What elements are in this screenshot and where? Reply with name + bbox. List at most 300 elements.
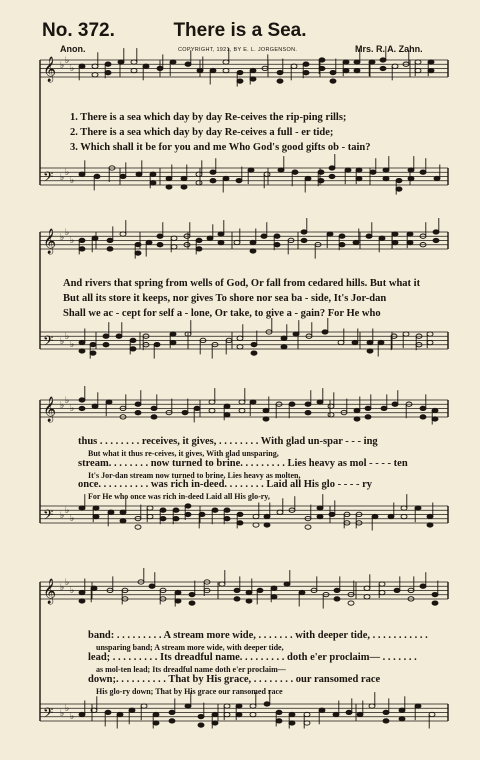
- note-head: [281, 345, 287, 349]
- note-head: [281, 336, 287, 340]
- note-head: [154, 342, 160, 346]
- note-head: [237, 79, 243, 83]
- note-head: [372, 514, 378, 518]
- note-head: [354, 408, 360, 412]
- note-head: [103, 343, 109, 347]
- note-head: [171, 236, 177, 240]
- note-head: [197, 68, 203, 72]
- note-head: [92, 404, 98, 408]
- note-head: [237, 521, 243, 525]
- bass-clef-icon: 𝄢: [43, 333, 54, 352]
- note-head: [185, 704, 191, 708]
- note-head: [210, 179, 216, 183]
- note-head: [207, 236, 213, 240]
- note-head: [399, 708, 405, 712]
- note-head: [181, 176, 187, 180]
- note-head: [150, 172, 156, 176]
- note-head: [338, 340, 344, 344]
- note-head: [328, 413, 334, 417]
- note-head: [253, 514, 259, 518]
- note-head: [383, 168, 389, 172]
- note-head: [153, 712, 159, 716]
- note-head: [301, 230, 307, 234]
- bass-clef-icon: 𝄢: [43, 705, 54, 724]
- note-head: [434, 176, 440, 180]
- note-head: [365, 406, 371, 410]
- note-head: [93, 506, 99, 510]
- flat-icon: ♭: [70, 176, 75, 186]
- note-head: [210, 68, 216, 72]
- flat-icon: ♭: [60, 511, 65, 521]
- note-head: [196, 172, 202, 176]
- note-head: [237, 345, 243, 349]
- note-head: [432, 417, 438, 421]
- note-head: [250, 68, 256, 72]
- note-head: [79, 64, 85, 68]
- note-head: [345, 168, 351, 172]
- note-head: [264, 514, 270, 518]
- chorus-2-line-2: lead; . . . . . . . . . Its dreadful name. . . . . . . . . doth e'er proclaim— . . . . . . .: [88, 652, 417, 663]
- note-head: [250, 400, 256, 404]
- note-head: [135, 411, 141, 415]
- chorus-2-line-2-bass: as mol-ten lead; Its dreadful name doth e'er proclaim—: [96, 665, 286, 674]
- note-head: [79, 406, 85, 410]
- note-head: [79, 712, 85, 716]
- note-head: [224, 404, 230, 408]
- note-head: [185, 62, 191, 66]
- note-head: [383, 719, 389, 723]
- note-head: [93, 514, 99, 518]
- note-head: [147, 514, 153, 518]
- note-head: [303, 62, 309, 66]
- note-head: [79, 172, 85, 176]
- hymn-number: No. 372.: [42, 20, 115, 41]
- note-head: [175, 590, 181, 594]
- note-head: [157, 66, 163, 70]
- note-head: [196, 247, 202, 251]
- chorus-3-line-2: down;. . . . . . . . . . That by His grace, . . . . . . . . our ransomed race: [88, 674, 381, 685]
- note-head: [284, 582, 290, 586]
- note-head: [420, 415, 426, 419]
- note-head: [212, 712, 218, 716]
- note-head: [319, 58, 325, 62]
- note-head: [196, 181, 202, 185]
- composer-credit: Mrs. R. A. Zahn.: [355, 44, 423, 54]
- note-head: [357, 712, 363, 716]
- note-head: [289, 721, 295, 725]
- note-head: [166, 185, 172, 189]
- note-head: [352, 340, 358, 344]
- note-head: [263, 408, 269, 412]
- note-head: [304, 712, 310, 716]
- note-head: [427, 332, 433, 336]
- hymn-title: There is a Sea.: [173, 20, 307, 41]
- flat-icon: ♭: [70, 712, 75, 722]
- note-head: [108, 510, 114, 514]
- author-credit: Anon.: [60, 44, 86, 54]
- chorus-2-line-1-bass: It's Jor-dan stream now turned to brine, Lies heavy as molten,: [88, 471, 301, 480]
- note-head: [246, 599, 252, 603]
- note-head: [396, 178, 402, 182]
- note-head: [237, 512, 243, 516]
- note-head: [276, 719, 282, 723]
- note-head: [250, 77, 256, 81]
- note-head: [420, 584, 426, 588]
- note-head: [236, 178, 242, 182]
- note-head: [356, 176, 362, 180]
- note-head: [107, 238, 113, 242]
- flat-icon: ♭: [65, 396, 70, 406]
- note-head: [291, 64, 297, 68]
- verse-3-line-1: 3. Which shall it be for you and me Who God's good gifts ob - tain?: [70, 142, 371, 153]
- note-head: [289, 402, 295, 406]
- note-head: [151, 406, 157, 410]
- note-head: [251, 351, 257, 355]
- note-head: [348, 601, 354, 605]
- note-head: [334, 588, 340, 592]
- note-head: [135, 242, 141, 246]
- note-head: [379, 236, 385, 240]
- note-head: [367, 340, 373, 344]
- note-head: [339, 234, 345, 238]
- note-head: [429, 712, 435, 716]
- note-head: [289, 712, 295, 716]
- note-head: [224, 517, 230, 521]
- flat-icon: ♭: [70, 236, 75, 246]
- note-head: [116, 334, 122, 338]
- note-head: [415, 704, 421, 708]
- note-head: [169, 710, 175, 714]
- treble-clef-icon: 𝄞: [43, 579, 57, 604]
- flat-icon: ♭: [65, 578, 70, 588]
- note-head: [333, 712, 339, 716]
- note-head: [263, 417, 269, 421]
- note-head: [170, 332, 176, 336]
- treble-clef-icon: 𝄞: [43, 397, 57, 422]
- note-head: [143, 64, 149, 68]
- flat-icon: ♭: [60, 233, 65, 243]
- chorus-3-line-1-bass: For He who once was rich in-deed Laid all His glo-ry,: [88, 492, 270, 501]
- note-head: [219, 582, 225, 586]
- note-head: [107, 247, 113, 251]
- note-head: [432, 592, 438, 596]
- note-head: [160, 517, 166, 521]
- flat-icon: ♭: [70, 514, 75, 524]
- note-head: [237, 70, 243, 74]
- note-head: [378, 340, 384, 344]
- note-head: [185, 504, 191, 508]
- note-head: [218, 240, 224, 244]
- note-head: [271, 586, 277, 590]
- note-head: [223, 176, 229, 180]
- note-head: [277, 70, 283, 74]
- note-head: [428, 60, 434, 64]
- note-head: [328, 404, 334, 408]
- note-head: [253, 523, 259, 527]
- note-head: [105, 71, 111, 75]
- note-head: [130, 347, 136, 351]
- note-head: [319, 708, 325, 712]
- note-head: [292, 170, 298, 174]
- note-head: [248, 168, 254, 172]
- note-head: [264, 702, 270, 706]
- note-head: [239, 408, 245, 412]
- note-head: [239, 400, 245, 404]
- note-head: [130, 338, 136, 342]
- note-head: [212, 508, 218, 512]
- note-head: [346, 710, 352, 714]
- note-head: [427, 514, 433, 518]
- note-head: [79, 340, 85, 344]
- note-head: [271, 595, 277, 599]
- note-head: [79, 599, 85, 603]
- note-head: [317, 514, 323, 518]
- note-head: [330, 70, 336, 74]
- note-head: [356, 168, 362, 172]
- note-head: [334, 597, 340, 601]
- note-head: [181, 185, 187, 189]
- note-head: [366, 234, 372, 238]
- note-head: [353, 240, 359, 244]
- verse-2-line-2: But all its store it keeps, nor gives To shore nor sea ba - side, It's Jor-dan: [63, 293, 387, 304]
- note-head: [317, 400, 323, 404]
- note-head: [236, 712, 242, 716]
- note-head: [433, 238, 439, 242]
- note-head: [403, 332, 409, 336]
- note-head: [299, 590, 305, 594]
- note-head: [305, 176, 311, 180]
- note-head: [198, 714, 204, 718]
- note-head: [149, 584, 155, 588]
- note-head: [383, 710, 389, 714]
- note-head: [79, 247, 85, 251]
- note-head: [392, 64, 398, 68]
- note-head: [182, 410, 188, 414]
- note-head: [136, 172, 142, 176]
- note-head: [277, 79, 283, 83]
- note-head: [237, 336, 243, 340]
- note-head: [92, 64, 98, 68]
- note-head: [120, 174, 126, 178]
- note-head: [118, 60, 124, 64]
- note-head: [427, 340, 433, 344]
- note-head: [318, 170, 324, 174]
- note-head: [131, 60, 137, 64]
- note-head: [432, 408, 438, 412]
- note-head: [433, 230, 439, 234]
- note-head: [209, 400, 215, 404]
- flat-icon: ♭: [70, 404, 75, 414]
- note-head: [120, 232, 126, 236]
- note-head: [394, 588, 400, 592]
- note-head: [383, 176, 389, 180]
- note-head: [420, 170, 426, 174]
- note-head: [303, 71, 309, 75]
- note-head: [135, 402, 141, 406]
- note-head: [354, 417, 360, 421]
- note-head: [250, 712, 256, 716]
- note-head: [428, 68, 434, 72]
- note-head: [365, 415, 371, 419]
- note-head: [223, 68, 229, 72]
- chorus-1-line-1-bass: But what it thus re-ceives, it gives, With glad unsparing,: [88, 449, 279, 458]
- note-head: [150, 181, 156, 185]
- note-head: [117, 712, 123, 716]
- note-head: [396, 187, 402, 191]
- flat-icon: ♭: [70, 64, 75, 74]
- note-head: [224, 413, 230, 417]
- note-head: [392, 402, 398, 406]
- flat-icon: ♭: [60, 61, 65, 71]
- note-head: [261, 234, 267, 238]
- chorus-3-line-2-bass: His glo-ry down; That by His grace our ransomed race: [96, 687, 283, 696]
- note-head: [189, 592, 195, 596]
- note-head: [420, 406, 426, 410]
- note-head: [120, 519, 126, 523]
- note-head: [381, 406, 387, 410]
- note-head: [171, 245, 177, 249]
- note-head: [392, 240, 398, 244]
- note-head: [173, 517, 179, 521]
- verse-1-line-1: 1. There is a sea which day by day Re-ceives the rip-ping rills;: [70, 112, 347, 123]
- note-head: [415, 506, 421, 510]
- note-head: [173, 508, 179, 512]
- note-head: [369, 60, 375, 64]
- note-head: [293, 332, 299, 336]
- note-head: [277, 510, 283, 514]
- note-head: [234, 240, 240, 244]
- note-head: [79, 398, 85, 402]
- note-head: [380, 58, 386, 62]
- note-head: [198, 723, 204, 727]
- treble-clef-icon: 𝄞: [43, 57, 57, 82]
- note-head: [106, 400, 112, 404]
- note-head: [364, 595, 370, 599]
- note-head: [264, 523, 270, 527]
- note-head: [157, 234, 163, 238]
- note-head: [246, 590, 252, 594]
- note-head: [343, 68, 349, 72]
- note-head: [329, 166, 335, 170]
- note-head: [196, 238, 202, 242]
- note-head: [401, 514, 407, 518]
- note-head: [401, 506, 407, 510]
- note-head: [251, 342, 257, 346]
- note-head: [364, 586, 370, 590]
- note-head: [169, 719, 175, 723]
- note-head: [209, 408, 215, 412]
- treble-clef-icon: 𝄞: [43, 229, 57, 254]
- note-head: [218, 232, 224, 236]
- note-head: [157, 243, 163, 247]
- note-head: [185, 512, 191, 516]
- flat-icon: ♭: [65, 168, 70, 178]
- note-head: [147, 506, 153, 510]
- note-head: [339, 243, 345, 247]
- note-head: [305, 411, 311, 415]
- flat-icon: ♭: [60, 709, 65, 719]
- note-head: [304, 721, 310, 725]
- note-head: [120, 510, 126, 514]
- flat-icon: ♭: [65, 704, 70, 714]
- bass-clef-icon: 𝄢: [43, 169, 54, 188]
- flat-icon: ♭: [65, 332, 70, 342]
- note-head: [92, 236, 98, 240]
- note-head: [379, 582, 385, 586]
- verse-3-line-2: Shall we ac - cept for self a - lone, Or take, to give a - gain? For He who: [63, 308, 381, 319]
- note-head: [151, 415, 157, 419]
- flat-icon: ♭: [65, 228, 70, 238]
- note-head: [407, 232, 413, 236]
- note-head: [415, 60, 421, 64]
- note-head: [329, 174, 335, 178]
- flat-icon: ♭: [60, 583, 65, 593]
- note-head: [343, 60, 349, 64]
- note-head: [170, 340, 176, 344]
- note-head: [194, 406, 200, 410]
- note-head: [276, 710, 282, 714]
- note-head: [322, 330, 328, 334]
- flat-icon: ♭: [60, 173, 65, 183]
- note-head: [264, 172, 270, 176]
- note-head: [170, 60, 176, 64]
- note-head: [210, 170, 216, 174]
- note-head: [105, 710, 111, 714]
- note-head: [129, 708, 135, 712]
- copyright-notice: COPYRIGHT, 1921, BY E. L. JORGENSON.: [178, 47, 298, 53]
- note-head: [224, 508, 230, 512]
- verse-1-line-2: And rivers that spring from wells of God, Or fall from cedared hills. But what it: [63, 278, 421, 289]
- note-head: [274, 234, 280, 238]
- note-head: [278, 168, 284, 172]
- note-head: [388, 514, 394, 518]
- note-head: [367, 349, 373, 353]
- note-head: [250, 240, 256, 244]
- note-head: [317, 506, 323, 510]
- note-head: [103, 334, 109, 338]
- flat-icon: ♭: [60, 401, 65, 411]
- bass-clef-icon: 𝄢: [43, 507, 54, 526]
- note-head: [236, 704, 242, 708]
- note-head: [392, 232, 398, 236]
- note-head: [135, 525, 141, 529]
- note-head: [305, 525, 311, 529]
- note-head: [135, 251, 141, 255]
- note-head: [319, 66, 325, 70]
- note-head: [224, 712, 230, 716]
- flat-icon: ♭: [65, 56, 70, 66]
- note-head: [399, 717, 405, 721]
- note-head: [327, 232, 333, 236]
- flat-icon: ♭: [60, 337, 65, 347]
- note-head: [90, 351, 96, 355]
- flat-icon: ♭: [70, 586, 75, 596]
- note-head: [250, 704, 256, 708]
- note-head: [415, 68, 421, 72]
- note-head: [91, 586, 97, 590]
- note-head: [160, 508, 166, 512]
- note-head: [90, 342, 96, 346]
- chorus-2-line-1: stream. . . . . . . . now turned to brine. . . . . . . . . Lies heavy as mol - - - - ten: [78, 458, 408, 469]
- chorus-1-line-2: band: . . . . . . . . . A stream more wide, . . . . . . . with deeper tide, . . . . . . . . . . .: [88, 630, 428, 641]
- note-head: [146, 240, 152, 244]
- chorus-3-line-1: once. . . . . . . . . . was rich in-deed. . . . . . . . Laid all His glo - - - - ry: [78, 479, 372, 490]
- note-head: [301, 238, 307, 242]
- note-head: [432, 601, 438, 605]
- note-head: [175, 599, 181, 603]
- note-head: [189, 601, 195, 605]
- note-head: [79, 349, 85, 353]
